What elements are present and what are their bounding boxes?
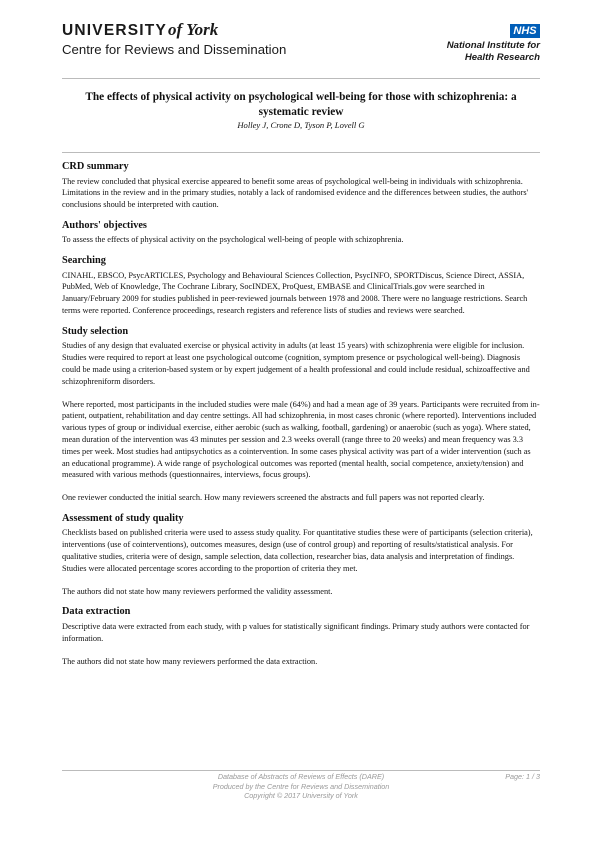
- section-paragraph: One reviewer conducted the initial search. How many reviewers screened the abstracts and full papers was not reported clearly.: [62, 493, 485, 503]
- section-paragraph: CINAHL, EBSCO, PsycARTICLES, Psychology and Behavioural Sciences Collection, PsycINFO, SPORTDiscus, Science Direct, ASSIA, PubMed, Web of Knowledge, The Cochrane Library, SocINDEX, ProQuest, EMBASE and ClinicalTrials.gov were searched in January/February 2009 for studies published in peer-reviewed journals between 1978 and 2008. There were no language restrictions. Search terms were reported. Conference proceedings, research registers and reference lists of studies and reviews were searched.: [62, 270, 528, 316]
- section-authors-objectives: [62, 220, 540, 246]
- section-data-extraction: [62, 606, 540, 667]
- nihr-logo: [447, 40, 540, 63]
- section-paragraph: To assess the effects of physical activity on the psychological well-being of people with schizophrenia.: [62, 235, 404, 245]
- article-body: [62, 161, 540, 676]
- section-paragraph: The review concluded that physical exercise appeared to benefit some areas of psychological well-being in individuals with schizophrenia. Limitations in the review and in the primary studies, notably a lack of randomised evidence and the differences between studies, the authors' conclusions should be interpreted with caution.: [62, 176, 529, 210]
- header-divider: [62, 78, 540, 79]
- section-crd-summary: [62, 161, 540, 211]
- university-of-york-logo: [62, 20, 218, 40]
- page-footer: [62, 772, 540, 801]
- section-heading: Data extraction: [62, 606, 131, 618]
- nihr-line-2: Health Research: [464, 51, 540, 63]
- logo-of-york-text: of York: [168, 20, 219, 39]
- nihr-line-1: National Institute for: [446, 40, 540, 51]
- article-title: The effects of physical activity on psychological well-being for those with schizophrenia: a systematic review: [85, 91, 517, 118]
- article-heading: [62, 90, 540, 131]
- footer-producer: Produced by the Centre for Reviews and Dissemination: [212, 781, 390, 791]
- section-searching: [62, 255, 540, 317]
- page-number: Page: 1 / 3: [505, 772, 540, 781]
- section-assessment-of-study-quality: [62, 513, 540, 597]
- section-paragraph: The authors did not state how many reviewers performed the validity assessment.: [62, 586, 333, 596]
- section-heading: CRD summary: [62, 161, 129, 172]
- section-heading: Authors' objectives: [62, 219, 147, 231]
- section-paragraph: Descriptive data were extracted from each study, with p values for statistically significant findings. Primary study authors were contacted for information.: [62, 621, 530, 643]
- footer-copyright: Copyright © 2017 University of York: [244, 791, 358, 800]
- footer-database-name: Database of Abstracts of Reviews of Effects (DARE): [217, 772, 385, 781]
- section-paragraph: Studies of any design that evaluated exercise or physical activity in adults (at least 15 years) with schizophrenia were eligible for inclusion. Studies were required to report at least one psychological outcome (cognition, symptom presence or psychological well-being). Diagnosis could be made using a criterion-based system or by expert judgement of a health professional and could include residual, schizoaffective and schizophreniform disorders.: [62, 341, 530, 386]
- nhs-logo: NHS: [510, 24, 540, 38]
- section-heading: Study selection: [62, 325, 129, 337]
- section-paragraph: Checklists based on published criteria were used to assess study quality. For quantitative studies these were of participants (selection criteria), interventions (use of cointerventions), outcomes measures, design (use of control group) and reporting of results/statistical analysis. For qualitative studies, criteria were of design, sample selection, data collection, researcher bias, data analysis and interpretation of findings. Studies were allocated percentage scores according to the proportion of criteria they met.: [62, 528, 533, 573]
- logo-university-text: UNIVERSITY: [62, 22, 168, 39]
- page-header: [62, 16, 540, 78]
- article-authors: Holley J, Crone D, Tyson P, Lovell G: [237, 120, 365, 130]
- section-study-selection: [62, 326, 540, 504]
- section-paragraph: The authors did not state how many reviewers performed the data extraction.: [62, 656, 318, 666]
- section-heading: Searching: [62, 255, 106, 267]
- title-divider: [62, 152, 540, 153]
- crd-name: Centre for Reviews and Dissemination: [62, 42, 287, 57]
- section-heading: Assessment of study quality: [62, 512, 184, 524]
- section-paragraph: Where reported, most participants in the included studies were male (64%) and had a mean age of 39 years. Participants were recruited from in-patient, outpatient, rehabilitation and day centre settings. All had schizophrenia, in most cases chronic (where reported). Interventions included various types of group or individual exercise, either aerobic (such as walking, football, gardening) or anaerobic (such as yoga). Where stated, mean duration of the intervention was 43 minutes per session and 2.3 weeks overall (range three to 20 weeks) and mean frequency was 3.3 times per week. Most studies had antipsychotics as a cointervention. In some cases physical activity was part of a wider intervention (such as an educational programme). A wide range of psychological outcomes was reported (mental health, social competence, anxiety/tension) and measured with various methods (questionnaires, interviews, focus groups).: [62, 399, 540, 480]
- footer-divider: [62, 770, 540, 771]
